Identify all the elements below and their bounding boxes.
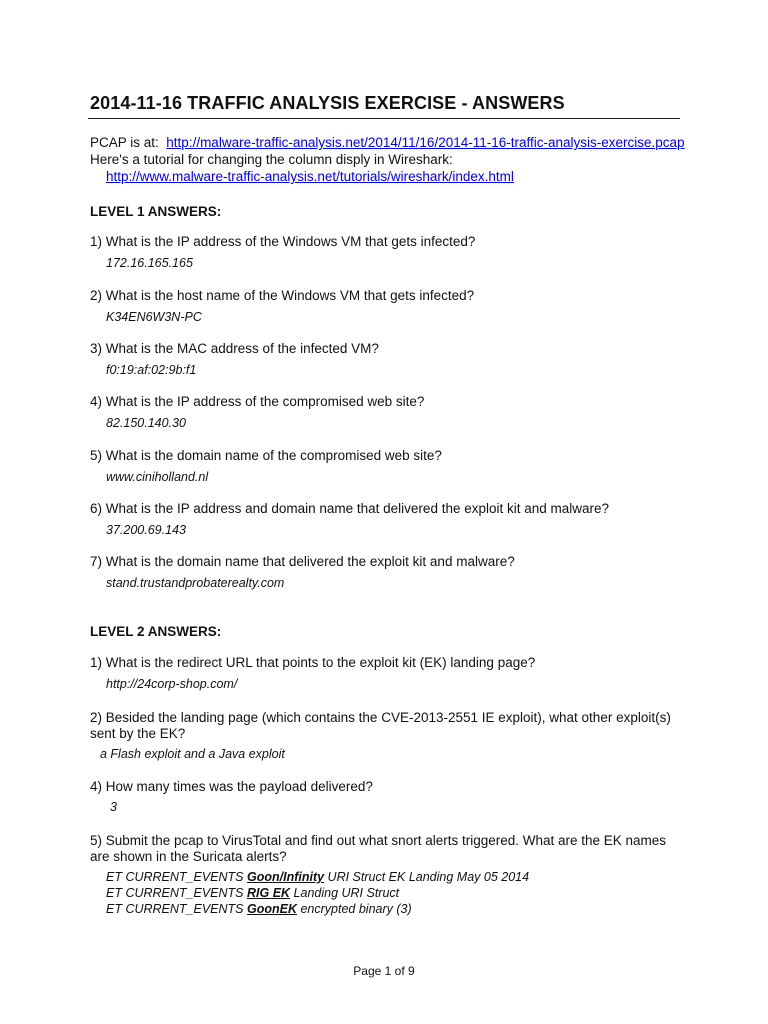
question: 5) What is the domain name of the compromised web site? — [90, 448, 442, 463]
ek-name: GoonEK — [247, 902, 297, 916]
alert-suffix: Landing URI Struct — [290, 886, 400, 900]
question: 2) What is the host name of the Windows VM that gets infected? — [90, 288, 475, 303]
question: 5) Submit the pcap to VirusTotal and find out what snort alerts triggered. What are the EK names — [90, 833, 667, 848]
level1-heading: LEVEL 1 ANSWERS: — [90, 204, 222, 219]
alert-suffix: URI Struct EK Landing May 05 2014 — [324, 870, 530, 884]
title-rule — [88, 118, 680, 119]
answer: 37.200.69.143 — [106, 523, 186, 537]
ek-name: RIG EK — [247, 886, 291, 900]
question: 1) What is the redirect URL that points to the exploit kit (EK) landing page? — [90, 655, 536, 670]
alert-line — [106, 870, 529, 884]
level2-heading: LEVEL 2 ANSWERS: — [90, 624, 222, 639]
alert-prefix: ET CURRENT_EVENTS — [106, 902, 247, 916]
tutorial-text: Here's a tutorial for changing the column disply in Wireshark: — [90, 152, 453, 167]
ek-name: Goon/Infinity — [247, 870, 325, 884]
answer: 3 — [110, 800, 117, 814]
alert-suffix: encrypted binary (3) — [297, 902, 412, 916]
question: 3) What is the MAC address of the infected VM? — [90, 341, 379, 356]
answer: stand.trustandprobaterealty.com — [106, 576, 285, 590]
question: 4) How many times was the payload delivered? — [90, 779, 373, 794]
alert-prefix: ET CURRENT_EVENTS — [106, 886, 247, 900]
pcap-link[interactable]: http://malware-traffic-analysis.net/2014/11/16/2014-11-16-traffic-analysis-exercise.pcap — [166, 135, 685, 150]
question: 1) What is the IP address of the Windows VM that gets infected? — [90, 234, 476, 249]
answer: a Flash exploit and a Java exploit — [100, 747, 285, 761]
question: 4) What is the IP address of the compromised web site? — [90, 394, 425, 409]
question: 2) Besided the landing page (which contains the CVE-2013-2551 IE exploit), what other exploit(s) — [90, 710, 671, 725]
tutorial-line — [106, 169, 514, 184]
answer: K34EN6W3N-PC — [106, 310, 202, 324]
alert-prefix: ET CURRENT_EVENTS — [106, 870, 247, 884]
answer: f0:19:af:02:9b:f1 — [106, 363, 197, 377]
answer: 82.150.140.30 — [106, 416, 186, 430]
pcap-label: PCAP is at: — [90, 135, 159, 150]
alert-line — [106, 886, 399, 900]
tutorial-link[interactable]: http://www.malware-traffic-analysis.net/tutorials/wireshark/index.html — [106, 169, 514, 184]
question-continued: sent by the EK? — [90, 726, 186, 741]
answer: http://24corp-shop.com/ — [106, 677, 238, 691]
pcap-line — [90, 135, 685, 150]
answer: 172.16.165.165 — [106, 256, 193, 270]
question: 6) What is the IP address and domain name that delivered the exploit kit and malware? — [90, 501, 610, 516]
question-continued: are shown in the Suricata alerts? — [90, 849, 287, 864]
page-number: Page 1 of 9 — [353, 964, 415, 978]
page-title: 2014-11-16 TRAFFIC ANALYSIS EXERCISE - ANSWERS — [90, 93, 565, 113]
alert-line — [106, 902, 412, 916]
question: 7) What is the domain name that delivered the exploit kit and malware? — [90, 554, 515, 569]
answer: www.ciniholland.nl — [106, 470, 209, 484]
